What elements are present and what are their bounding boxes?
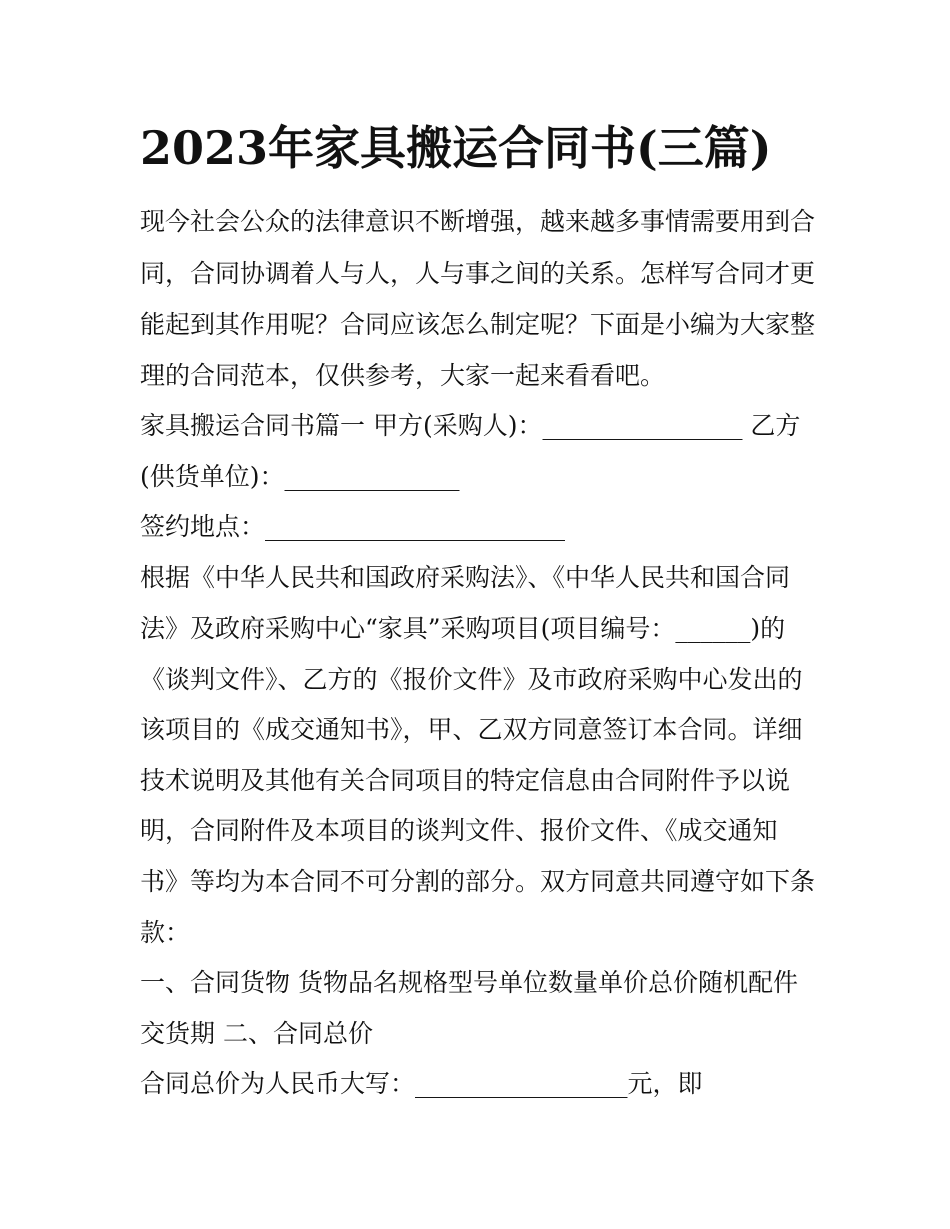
body-line: 能起到其作用呢？合同应该怎么制定呢？下面是小编为大家整 [140,310,816,339]
body-line: 现今社会公众的法律意识不断增强，越来越多事情需要用到合 [140,207,816,236]
document-title: 2023年家具搬运合同书(三篇) [140,121,772,175]
body-line: 书》等均为本合同不可分割的部分。双方同意共同遵守如下条 [140,867,816,896]
body-line: 技术说明及其他有关合同项目的特定信息由合同附件予以说 [140,766,791,795]
body-line: 该项目的《成交通知书》，甲、乙双方同意签订本合同。详细 [140,715,803,744]
body-line: 理的合同范本，仅供参考，大家一起来看看吧。 [140,361,666,390]
body-line: 一、合同货物 货物品名规格型号单位数量单价总价随机配件 [140,968,798,997]
body-line: 明，合同附件及本项目的谈判文件、报价文件、《成交通知 [140,816,778,845]
body-line: 签约地点：________________________ [140,512,566,541]
body-line: 家具搬运合同书篇一 甲方(采购人)：________________ 乙方 [140,411,801,440]
body-line: 法》及政府采购中心“家具”采购项目(项目编号：______)的 [140,614,786,643]
body-line: 合同总价为人民币大写：_________________元，即 [140,1069,703,1098]
body-line: 交货期 二、合同总价 [140,1019,373,1048]
body-line: 款： [140,918,191,947]
body-line: 同，合同协调着人与人，人与事之间的关系。怎样写合同才更 [140,259,816,288]
body-line: 《谈判文件》、乙方的《报价文件》及市政府采购中心发出的 [140,665,803,694]
body-line: (供货单位)：______________ [140,462,460,491]
body-line: 根据《中华人民共和国政府采购法》、《中华人民共和国合同 [140,563,791,592]
